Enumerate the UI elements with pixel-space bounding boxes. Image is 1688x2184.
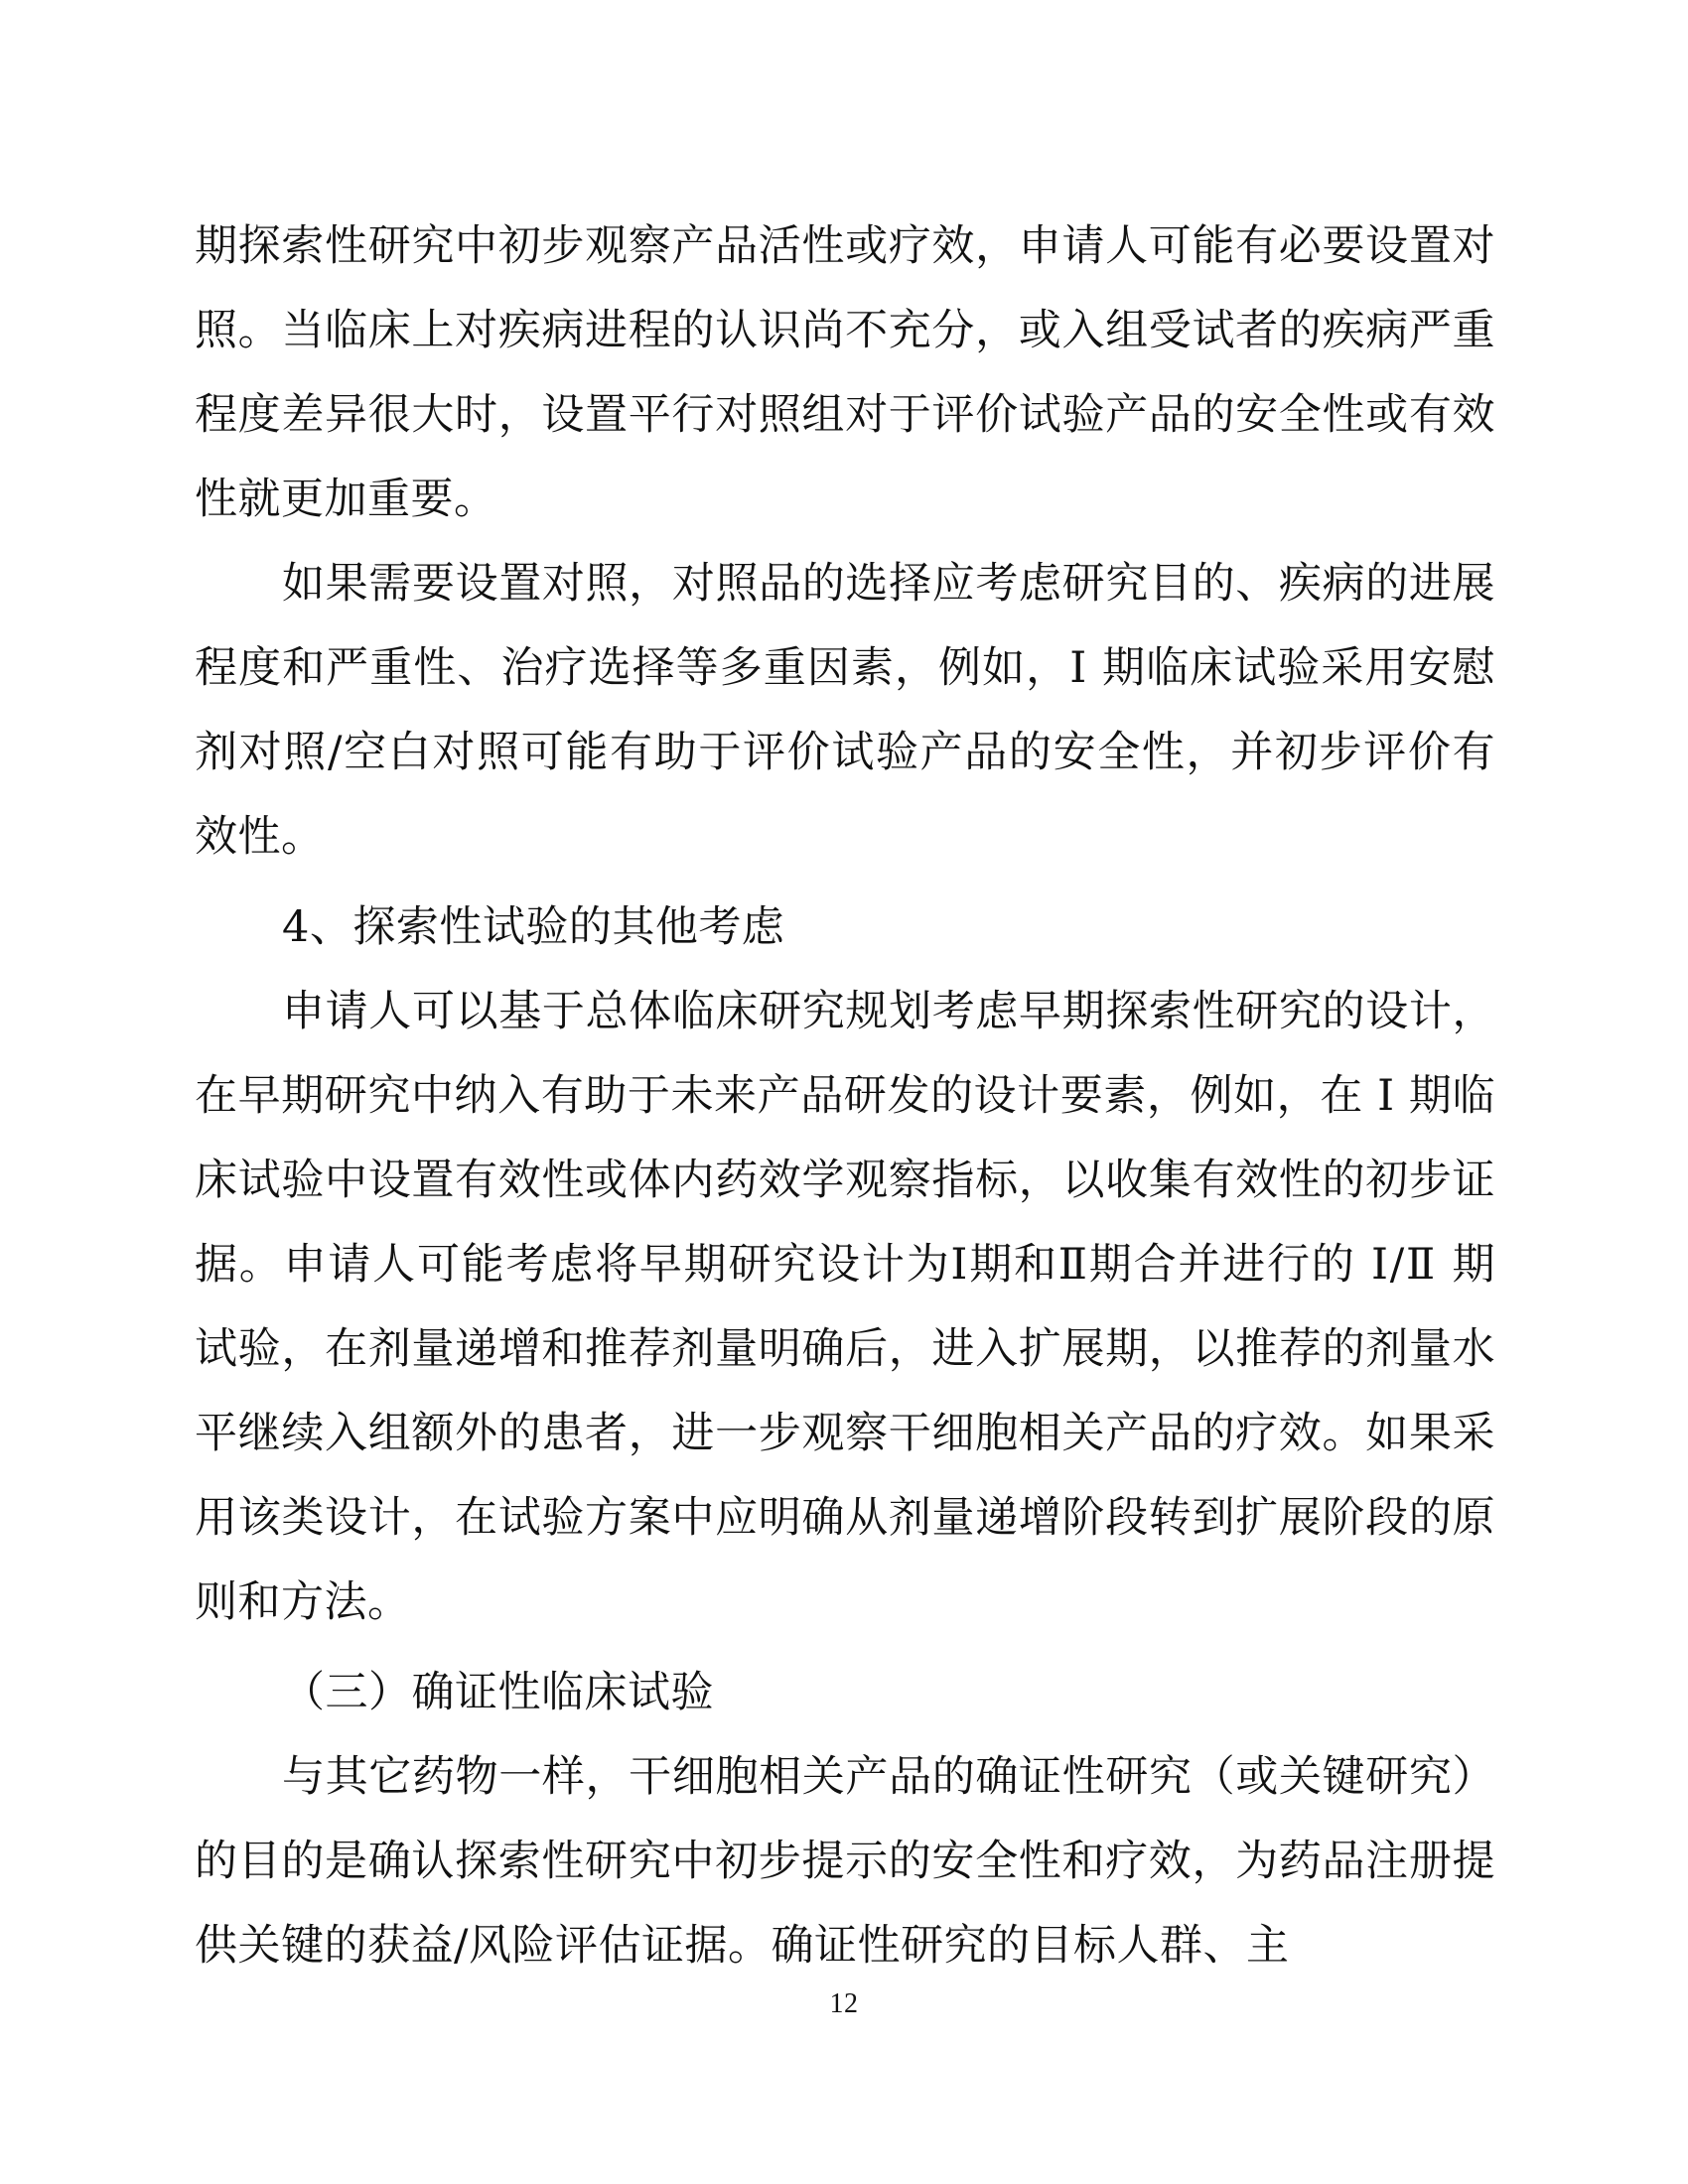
page-number: 12 xyxy=(829,1988,859,2019)
paragraph-other-considerations: 申请人可以基于总体临床研究规划考虑早期探索性研究的设计，在早期研究中纳入有助于未来产品研发的设计要素，例如，在 Ⅰ 期临床试验中设置有效性或体内药效学观察指标，以收集有效性的初步证据。申请人可能考虑将早期研究设计为Ⅰ期和Ⅱ期合并进行的 Ⅰ/Ⅱ 期试验，在剂量递增和推荐剂量明确后，进入扩展期，以推荐的剂量水平继续入组额外的患者，进一步观察干细胞相关产品的疗效。如果采用该类设计，在试验方案中应明确从剂量递增阶段转到扩展阶段的原则和方法。 xyxy=(195,987,1495,1627)
paragraph-confirmatory-trial: 与其它药物一样，干细胞相关产品的确证性研究（或关键研究）的目的是确认探索性研究中初步提示的安全性和疗效，为药品注册提供关键的获益/风险评估证据。确证性研究的目标人群、主 xyxy=(195,1752,1495,1971)
page-content xyxy=(195,205,1495,1988)
paragraph-control-selection: 如果需要设置对照，对照品的选择应考虑研究目的、疾病的进展程度和严重性、治疗选择等多重因素，例如，Ⅰ 期临床试验采用安慰剂对照/空白对照可能有助于评价试验产品的安全性，并初步评价有效性。 xyxy=(195,559,1495,862)
heading-other-considerations: 4、探索性试验的其他考虑 xyxy=(282,902,785,952)
paragraph-control-group: 期探索性研究中初步观察产品活性或疗效，申请人可能有必要设置对照。当临床上对疾病进程的认识尚不充分，或入组受试者的疾病严重程度差异很大时，设置平行对照组对于评价试验产品的安全性或有效性就更加重要。 xyxy=(195,221,1495,524)
heading-confirmatory-trial: （三）确证性临床试验 xyxy=(282,1668,714,1717)
